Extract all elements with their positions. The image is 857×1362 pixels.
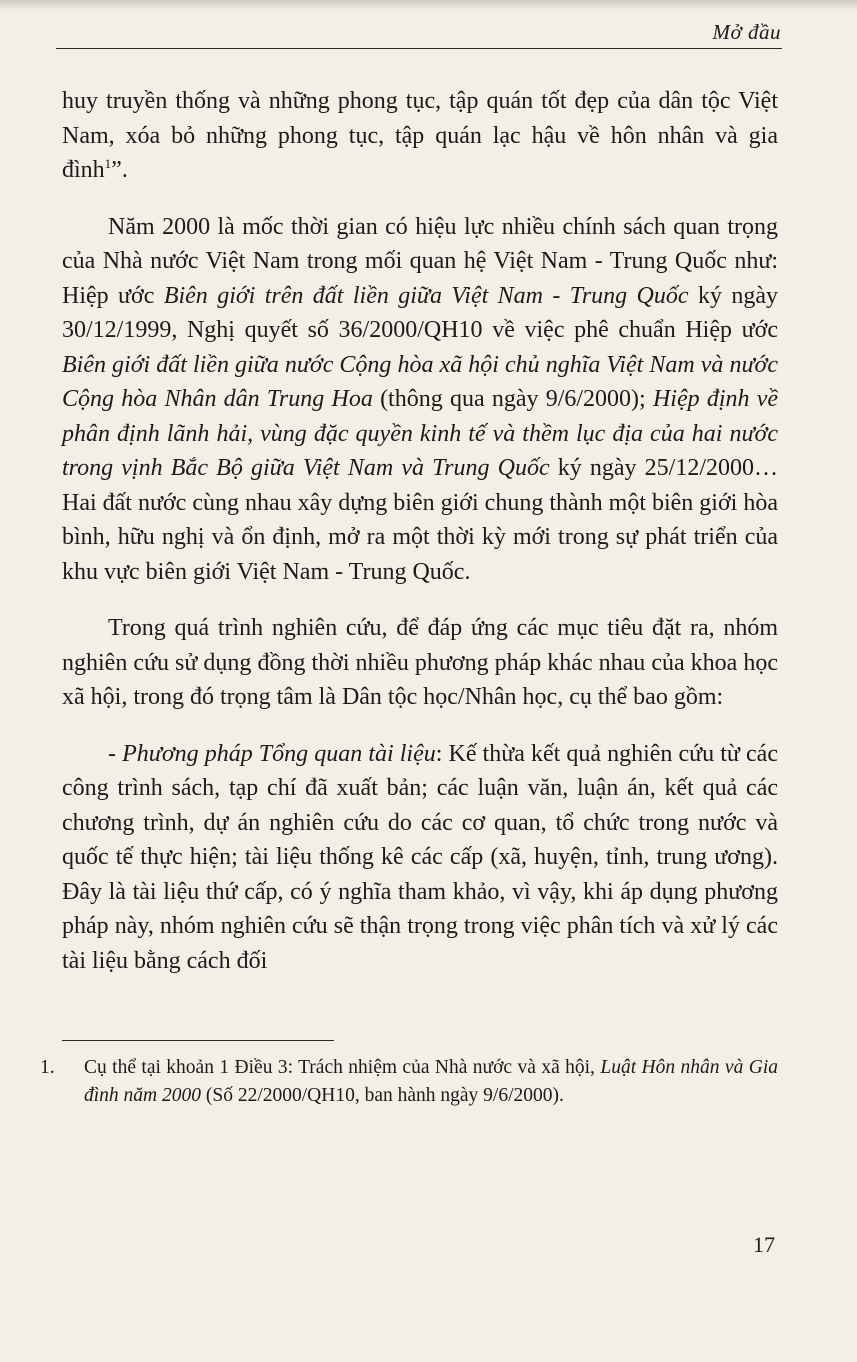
footnote-body bbox=[40, 1054, 778, 1110]
paragraph-continuation bbox=[62, 84, 778, 188]
treaty-title: Biên giới trên đất liền giữa Việt Nam - Trung Quốc bbox=[163, 282, 689, 309]
text-run: huy truyền thống và những phong tục, tập quán tốt đẹp của dân tộc Việt Nam, xóa bỏ những phong tục, tập quán lạc hậu về hôn nhân và gia đình bbox=[62, 88, 778, 183]
text-run: Cụ thể tại khoản 1 Điều 3: Trách nhiệm của Nhà nước và xã hội, bbox=[84, 1057, 601, 1078]
text-run: : Kế thừa kết quả nghiên cứu từ các công trình sách, tạp chí đã xuất bản; các luận văn, luận án, kết quả các chương trình, dự án nghiên cứu do các cơ quan, tổ chức trong nước và quốc tế thực hiện; tài liệu thống kê các cấp (xã, huyện, tỉnh, trung ương). Đây là tài liệu thứ cấp, có ý nghĩa tham khảo, vì vậy, khi áp dụng phương pháp này, nhóm nghiên cứu sẽ thận trọng trong việc phân tích và xử lý các tài liệu bằng cách đối bbox=[62, 740, 778, 974]
text-run: Trong quá trình nghiên cứu, để đáp ứng các mục tiêu đặt ra, nhóm nghiên cứu sử dụng đồng thời nhiều phương pháp khác nhau của khoa học xã hội, trong đó trọng tâm là Dân tộc học/Nhân học, cụ thể bao gồm: bbox=[62, 615, 778, 710]
method-name: Phương pháp Tổng quan tài liệu bbox=[122, 740, 436, 767]
footnote bbox=[40, 1054, 778, 1110]
text-run: ”. bbox=[111, 157, 128, 183]
text-run: (Số 22/2000/QH10, ban hành ngày 9/6/2000). bbox=[201, 1085, 564, 1106]
text-run: ký ngày 25/12/2000… Hai đất nước cùng nhau xây dựng biên giới chung thành một biên giới hòa bình, hữu nghị và ổn định, mở ra một thời kỳ mới trong sự phát triển của khu vực biên giới Việt Nam - Trung Quốc. bbox=[62, 455, 778, 585]
paragraph-methods-intro bbox=[62, 611, 778, 715]
footnote-number: 1. bbox=[40, 1057, 55, 1078]
text-run: (thông qua ngày 9/6/2000); bbox=[372, 386, 653, 412]
agreement-title: Hiệp định về phân định lãnh hải, vùng đặc quyền kinh tế và thềm lục địa của hai nước trong vịnh Bắc Bộ giữa Việt Nam và Trung Quốc bbox=[62, 386, 779, 481]
footnote-ref[interactable]: 1 bbox=[104, 156, 112, 171]
page-top-edge bbox=[0, 0, 857, 10]
page-number: 17 bbox=[753, 1232, 775, 1257]
body-text bbox=[62, 84, 778, 1000]
running-header: Mở đầu bbox=[712, 20, 781, 44]
treaty-title: Biên giới đất liền giữa nước Cộng hòa xã hội chủ nghĩa Việt Nam và nước Cộng hòa Nhân dân Trung Hoa bbox=[62, 351, 778, 412]
text-run: Năm 2000 là mốc thời gian có hiệu lực nhiều chính sách quan trọng của Nhà nước Việt Nam trong mối quan hệ Việt Nam - Trung Quốc như: Hiệp ước bbox=[62, 213, 778, 309]
footnote-rule bbox=[62, 1040, 334, 1041]
text-run: - bbox=[108, 740, 123, 767]
paragraph-literature-review bbox=[62, 737, 778, 979]
paragraph-year-2000 bbox=[62, 210, 778, 590]
law-title: Luật Hôn nhân và Gia đình năm 2000 bbox=[84, 1057, 778, 1106]
header-rule bbox=[56, 48, 782, 49]
text-run: ký ngày 30/12/1999, Nghị quyết số 36/2000/QH10 về việc phê chuẩn Hiệp ước bbox=[62, 282, 778, 343]
